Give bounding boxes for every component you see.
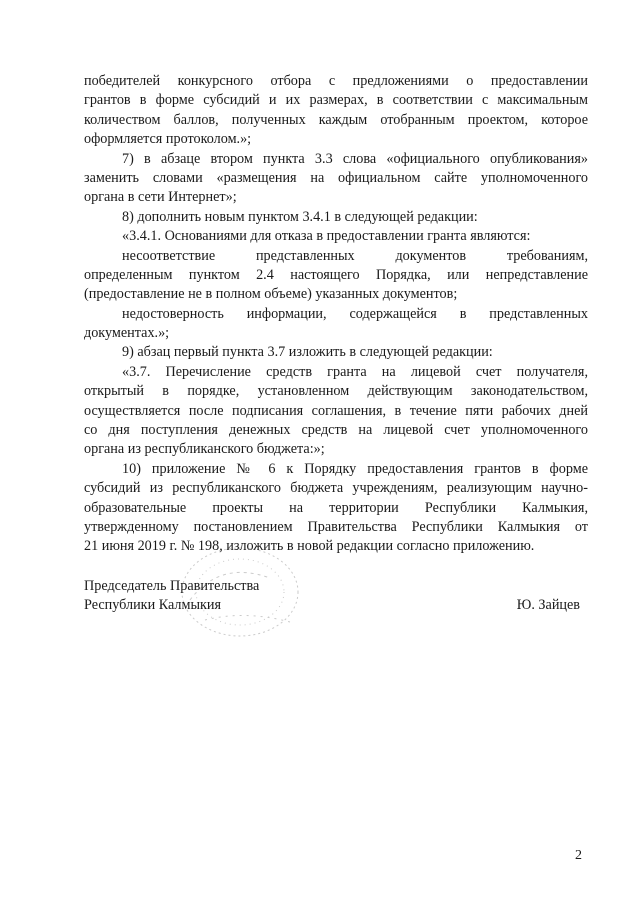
signature-block (84, 577, 588, 616)
text-line: органа из республиканского бюджета:»; (84, 441, 325, 458)
text-line: грантов в форме субсидий и их размерах, в соответствии с максимальным (84, 92, 588, 109)
text-line: «3.7. Перечисление средств гранта на лицевой счет получателя, (122, 363, 588, 380)
text-line: субсидий из республиканского бюджета учреждениям, реализующим научно- (84, 480, 588, 497)
signatory-title-line1: Председатель Правительства (84, 578, 260, 594)
text-line: 9) абзац первый пункта 3.7 изложить в следующей редакции: (122, 344, 493, 361)
text-line: оформляется протоколом.»; (84, 131, 252, 148)
text-line: заменить словами «размещения на официальном сайте уполномоченного (84, 169, 588, 186)
signatory-name: Ю. Зайцев (516, 597, 580, 614)
text-line: образовательные проекты на территории Республики Калмыкия, (84, 499, 588, 516)
text-line: недостоверность информации, содержащейся в представленных (122, 305, 588, 322)
text-line: количеством баллов, полученных каждым отобранным проектом, которое (84, 111, 588, 128)
text-line: органа в сети Интернет»; (84, 189, 237, 206)
document-body (84, 72, 588, 557)
page-number: 2 (575, 848, 582, 863)
text-line: 21 июня 2019 г. № 198, изложить в новой редакции согласно приложению. (84, 538, 535, 555)
text-line: определенным пунктом 2.4 настоящего Порядка, или непредставление (84, 266, 588, 283)
text-line: 10) приложение № 6 к Порядку предоставления грантов в форме (122, 460, 588, 477)
signatory-title-line2: Республики Калмыкия (84, 597, 222, 614)
text-line: утвержденному постановлением Правительства Республики Калмыкия от (84, 518, 588, 535)
text-line: 8) дополнить новым пунктом 3.4.1 в следующей редакции: (122, 208, 478, 225)
text-line: 7) в абзаце втором пункта 3.3 слова «официального опубликования» (122, 150, 588, 167)
text-line: победителей конкурсного отбора с предложениями о предоставлении (84, 73, 588, 89)
text-line: документах.»; (84, 325, 170, 342)
text-line: со дня поступления денежных средств на лицевой счет уполномоченного (84, 422, 588, 439)
text-line: несоответствие представленных документов требованиям, (122, 247, 588, 264)
text-line: «3.4.1. Основаниями для отказа в предоставлении гранта являются: (122, 228, 531, 245)
text-line: (предоставление не в полном объеме) указанных документов; (84, 286, 458, 303)
text-line: осуществляется после подписания соглашения, в течение пяти рабочих дней (84, 402, 588, 419)
text-line: открытый в порядке, установленном действующим законодательством, (84, 383, 588, 400)
